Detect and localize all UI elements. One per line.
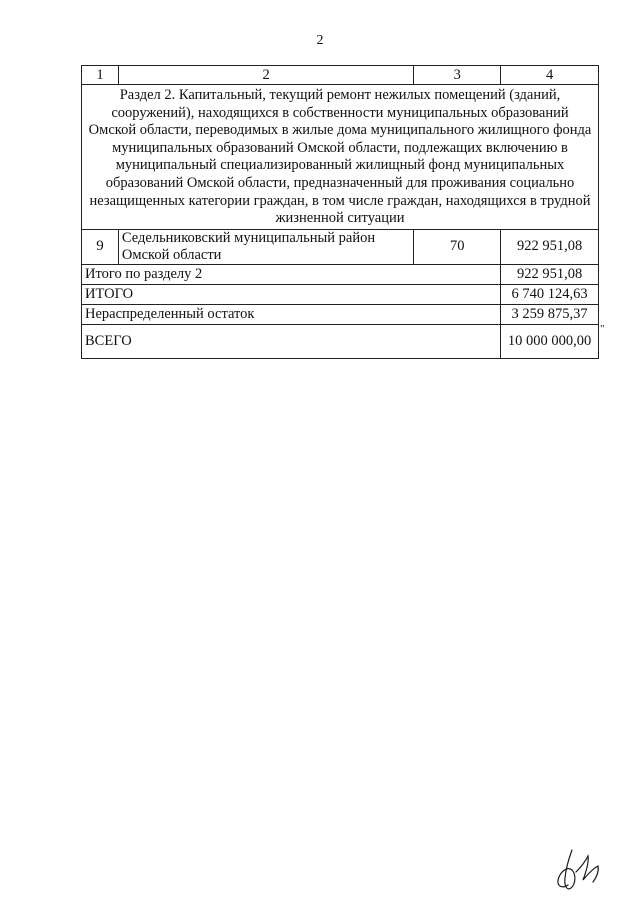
table-row	[82, 229, 599, 264]
header-col-4: 4	[501, 66, 599, 85]
header-col-1: 1	[82, 66, 119, 85]
unallocated-row	[82, 304, 599, 324]
section-total-row	[82, 264, 599, 284]
handwritten-initial-signature	[552, 842, 608, 894]
header-col-2: 2	[118, 66, 413, 85]
grand-total-amount: 10 000 000,00	[501, 324, 599, 358]
table-header-row	[82, 66, 599, 85]
row-number: 9	[82, 229, 119, 264]
section-total-amount: 922 951,08	[501, 264, 599, 284]
unallocated-amount: 3 259 875,37	[501, 304, 599, 324]
unallocated-label: Нераспределенный остаток	[82, 304, 501, 324]
section-title: Раздел 2. Капитальный, текущий ремонт нежилых помещений (зданий, сооружений), находящихся в собственности муниципальных образований Омской области, переводимых в жилые дома муниципального жилищного фонда муниципальных образований Омской области, подлежащих включению в муниципальный специализированный жилищный фонд муниципальных образований Омской области, предназначенный для проживания социально незащищенных категории граждан, в том числе граждан, находящихся в трудной жизненной ситуации	[82, 85, 599, 230]
row-amount: 922 951,08	[501, 229, 599, 264]
grand-subtotal-row	[82, 284, 599, 304]
budget-table	[81, 65, 599, 359]
grand-total-label: ВСЕГО	[82, 324, 501, 358]
grand-subtotal-label: ИТОГО	[82, 284, 501, 304]
row-municipality-name: Седельниковский муниципальный район Омской области	[118, 229, 413, 264]
closing-quote: "	[600, 323, 605, 335]
section-row	[82, 85, 599, 230]
page-number: 2	[316, 33, 324, 48]
row-quantity: 70	[414, 229, 501, 264]
section-total-label: Итого по разделу 2	[82, 264, 501, 284]
grand-subtotal-amount: 6 740 124,63	[501, 284, 599, 304]
grand-total-row	[82, 324, 599, 358]
header-col-3: 3	[414, 66, 501, 85]
